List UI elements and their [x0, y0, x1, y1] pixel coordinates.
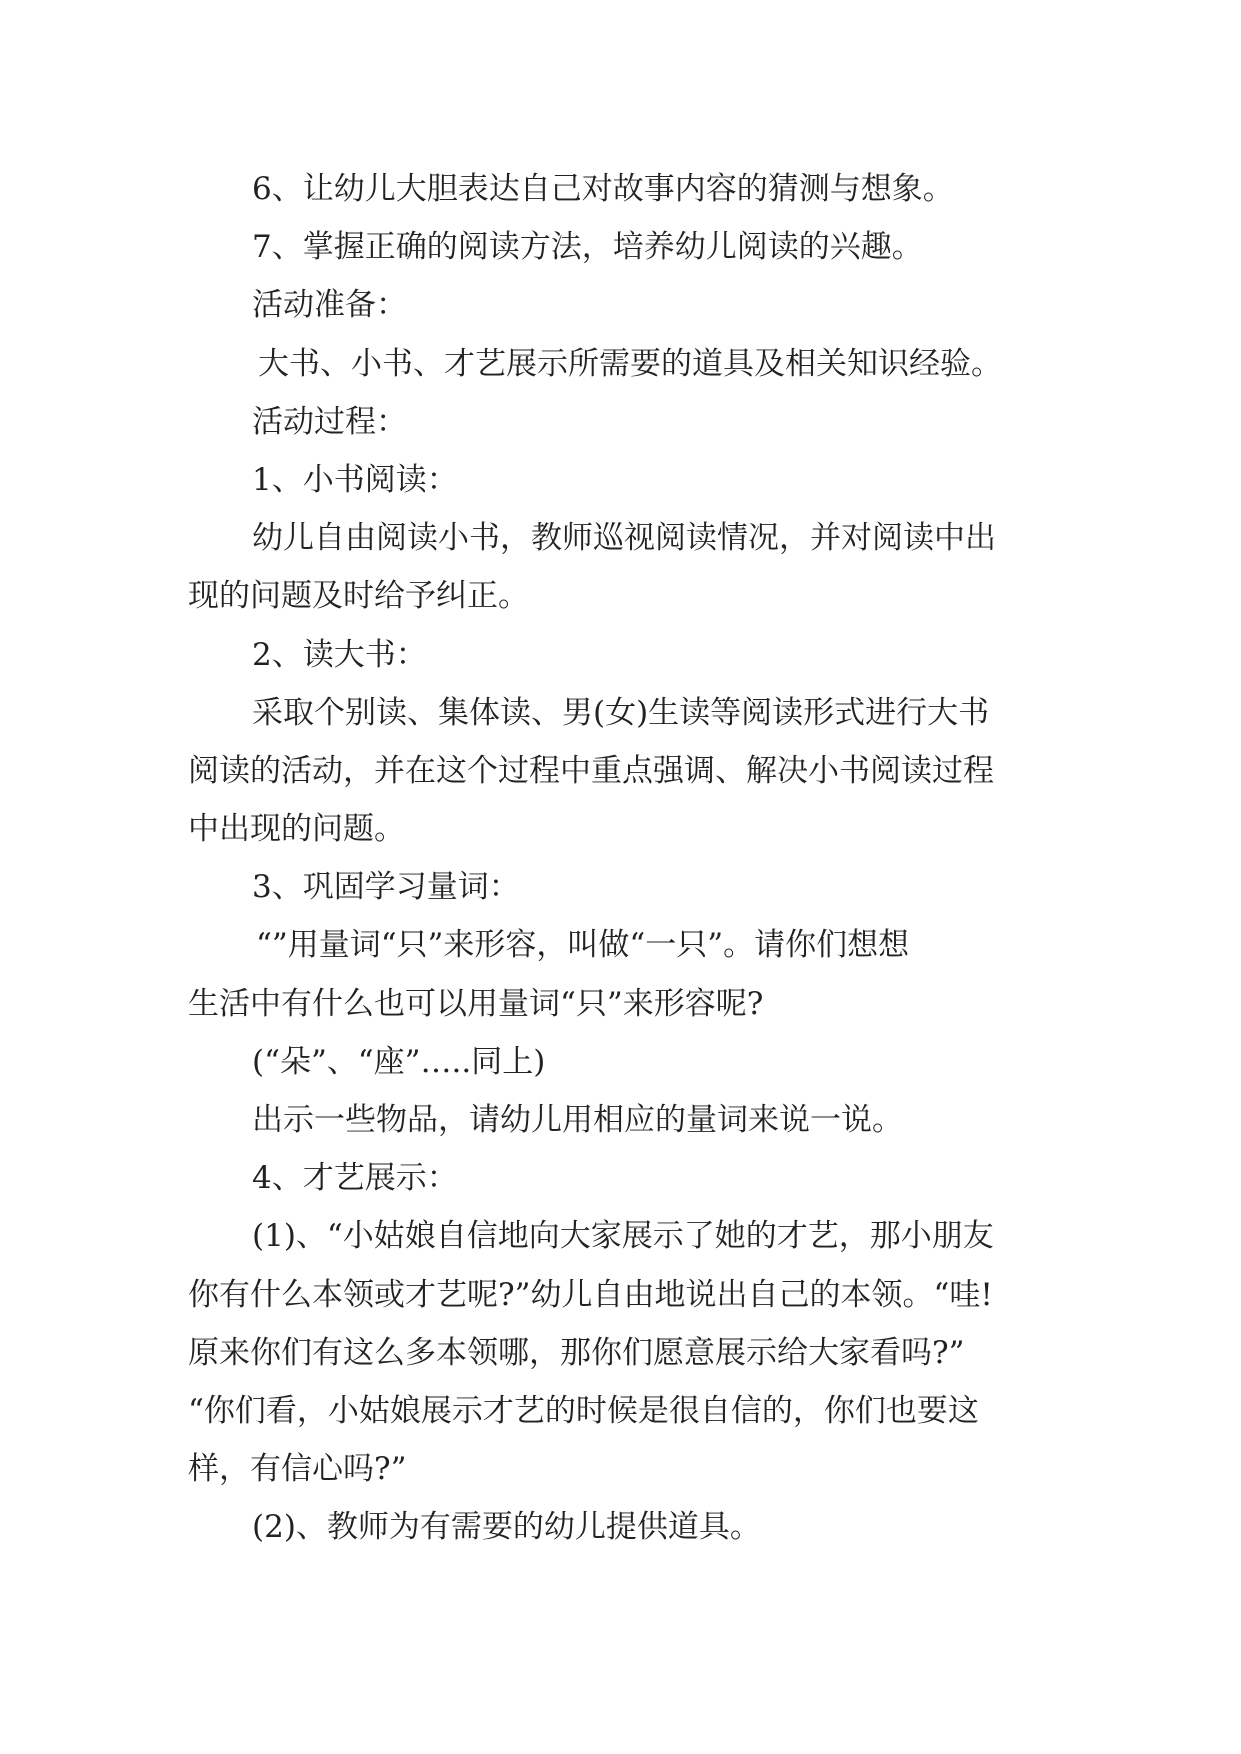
step-heading: 4、才艺展示： [252, 1160, 458, 1197]
paragraph-line: (“朵”、“座”…..同上) [252, 1043, 546, 1080]
paragraph-line: 7、掌握正确的阅读方法，培养幼儿阅读的兴趣。 [252, 229, 923, 266]
paragraph-line: 样，有信心吗?” [188, 1451, 407, 1488]
paragraph-line: “”用量词“只”来形容，叫做“一只”。请你们想想 [256, 927, 910, 964]
paragraph-line: 现的问题及时给予纠正。 [188, 578, 529, 615]
step-heading: 3、巩固学习量词： [252, 869, 520, 906]
paragraph-line: 生活中有什么也可以用量词“只”来形容呢? [188, 985, 764, 1022]
paragraph-line: 幼儿自由阅读小书，教师巡视阅读情况，并对阅读中出 [252, 520, 996, 557]
paragraph-line: 出示一些物品，请幼儿用相应的量词来说一说。 [252, 1102, 903, 1138]
document-body [188, 160, 1068, 1557]
step-heading: 1、小书阅读： [252, 461, 458, 498]
paragraph-line: 阅读的活动，并在这个过程中重点强调、解决小书阅读过程 [188, 752, 994, 789]
paragraph-line: 你有什么本领或才艺呢?”幼儿自由地说出自己的本领。“哇! [188, 1276, 993, 1313]
section-heading: 活动过程： [252, 403, 407, 440]
section-heading: 活动准备： [252, 287, 407, 324]
paragraph-line: “你们看，小姑娘展示才艺的时候是很自信的，你们也要这 [188, 1392, 979, 1429]
paragraph-line: (2)、教师为有需要的幼儿提供道具。 [252, 1509, 761, 1546]
paragraph-line: 采取个别读、集体读、男(女)生读等阅读形式进行大书 [252, 694, 990, 731]
paragraph-line: (1)、“小姑娘自信地向大家展示了她的才艺，那小朋友 [252, 1218, 994, 1255]
paragraph-line: 中出现的问题。 [188, 811, 405, 848]
paragraph-line: 6、让幼儿大胆表达自己对故事内容的猜测与想象。 [252, 171, 954, 207]
paragraph-line: 原来你们有这么多本领哪，那你们愿意展示给大家看吗?” [188, 1334, 965, 1371]
step-heading: 2、读大书： [252, 636, 427, 673]
paragraph-line: 大书、小书、才艺展示所需要的道具及相关知识经验。 [258, 345, 1002, 382]
